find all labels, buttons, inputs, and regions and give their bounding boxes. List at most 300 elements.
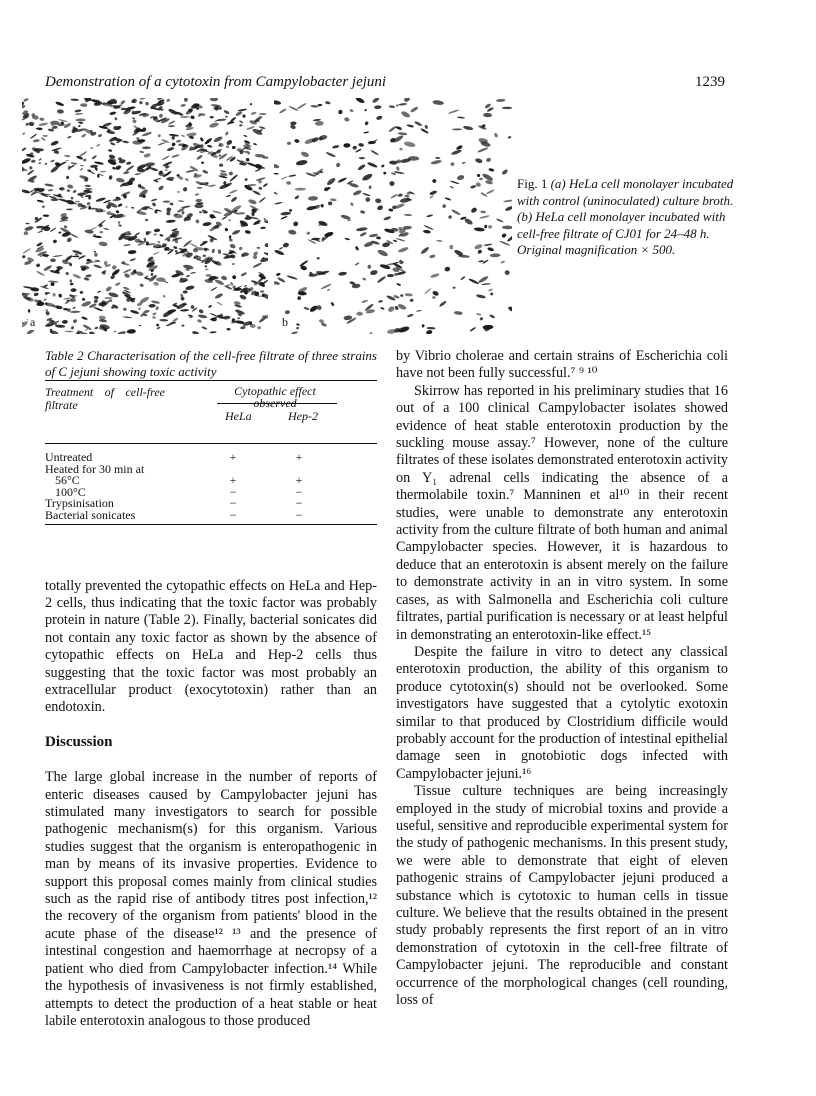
cell-speckle xyxy=(204,137,213,145)
cell-speckle xyxy=(85,185,91,187)
cell-speckle xyxy=(29,166,33,170)
cell-speckle xyxy=(262,183,268,188)
cell-speckle xyxy=(198,309,204,314)
cell-speckle xyxy=(195,199,202,203)
cell-speckle xyxy=(291,331,298,334)
cell-speckle xyxy=(145,219,148,222)
cell-speckle xyxy=(134,173,141,176)
cell-speckle xyxy=(70,288,76,292)
cell-speckle xyxy=(239,120,244,123)
cell-speckle xyxy=(117,203,122,207)
cell-speckle xyxy=(205,274,211,277)
cell-speckle xyxy=(66,237,73,243)
cell-speckle xyxy=(120,100,126,105)
cell-speckle xyxy=(274,173,279,175)
cell-speckle xyxy=(66,176,69,180)
cell-speckle xyxy=(115,282,121,287)
cell-speckle xyxy=(148,304,155,308)
cell-speckle xyxy=(81,297,85,301)
cell-speckle xyxy=(253,255,258,260)
cell-speckle xyxy=(93,299,98,304)
cell-speckle xyxy=(91,155,97,160)
cell-speckle xyxy=(205,265,208,268)
cell-speckle xyxy=(22,255,25,258)
cell-speckle xyxy=(50,140,59,146)
cell-speckle xyxy=(235,111,243,117)
cell-speckle xyxy=(362,193,371,197)
cell-speckle xyxy=(201,326,207,330)
cell-speckle xyxy=(173,213,183,218)
hela-result: − xyxy=(229,507,237,522)
cell-speckle xyxy=(229,171,233,175)
cell-speckle xyxy=(63,122,71,129)
cell-speckle xyxy=(156,326,160,330)
table-header xyxy=(45,381,377,444)
cell-speckle xyxy=(377,249,389,258)
cell-speckle xyxy=(38,158,42,161)
cell-speckle xyxy=(496,99,506,102)
cell-speckle xyxy=(77,203,83,208)
cell-speckle xyxy=(100,171,107,173)
cell-speckle xyxy=(364,109,367,112)
header-rule xyxy=(217,403,337,404)
cell-speckle xyxy=(260,290,264,292)
cell-speckle xyxy=(396,283,401,287)
cell-speckle xyxy=(221,275,228,281)
cell-speckle xyxy=(318,220,328,227)
cell-speckle xyxy=(44,162,48,165)
cell-speckle xyxy=(469,327,476,333)
cell-speckle xyxy=(178,200,184,203)
cell-speckle xyxy=(420,246,430,255)
cell-speckle xyxy=(151,273,154,276)
cell-speckle xyxy=(242,114,245,118)
cell-speckle xyxy=(470,207,478,214)
cell-speckle xyxy=(72,273,81,279)
cell-speckle xyxy=(505,205,512,212)
cell-speckle xyxy=(253,190,261,196)
cell-speckle xyxy=(120,262,129,266)
cell-speckle xyxy=(252,262,262,269)
cell-speckle xyxy=(110,142,116,146)
cell-speckle xyxy=(65,271,69,275)
cell-speckle xyxy=(85,328,88,331)
cell-speckle xyxy=(22,248,31,255)
cell-speckle xyxy=(463,125,474,130)
cell-speckle xyxy=(501,168,509,175)
cell-speckle xyxy=(489,314,495,319)
cell-speckle xyxy=(48,280,59,283)
cell-speckle xyxy=(89,331,95,334)
cell-speckle xyxy=(229,238,233,242)
cell-speckle xyxy=(389,181,395,186)
cell-speckle xyxy=(224,227,228,231)
cell-speckle xyxy=(142,131,153,137)
cell-speckle xyxy=(103,227,109,230)
cell-speckle xyxy=(199,137,204,142)
cell-speckle xyxy=(183,290,188,293)
cell-speckle xyxy=(211,248,215,253)
cell-speckle xyxy=(370,149,379,155)
cell-speckle xyxy=(181,324,184,326)
cell-speckle xyxy=(230,282,234,287)
cell-speckle xyxy=(171,154,180,158)
cell-speckle xyxy=(347,219,351,221)
cell-speckle xyxy=(481,283,491,285)
cell-speckle xyxy=(190,243,198,248)
cell-speckle xyxy=(226,139,233,146)
cell-speckle xyxy=(328,201,333,206)
cell-speckle xyxy=(108,292,119,299)
cell-speckle xyxy=(280,215,288,219)
cell-speckle xyxy=(344,117,350,122)
cell-speckle xyxy=(486,189,495,195)
cell-speckle xyxy=(396,238,406,242)
cell-speckle xyxy=(127,329,136,334)
cell-speckle xyxy=(320,203,324,207)
cell-speckle xyxy=(55,324,65,328)
cell-speckle xyxy=(258,186,263,190)
cell-speckle xyxy=(490,293,493,296)
cell-speckle xyxy=(74,109,81,113)
cell-speckle xyxy=(98,241,108,247)
cell-speckle xyxy=(229,243,236,249)
cell-speckle xyxy=(457,116,465,118)
cell-speckle xyxy=(414,120,423,126)
cell-speckle xyxy=(451,149,462,156)
cell-speckle xyxy=(81,133,87,138)
cell-speckle xyxy=(354,262,359,266)
cell-speckle xyxy=(123,307,128,311)
cell-speckle xyxy=(260,227,266,230)
panel-b-label: b xyxy=(282,315,288,329)
cell-speckle xyxy=(80,168,84,172)
cell-speckle xyxy=(344,237,350,240)
cell-speckle xyxy=(306,231,311,235)
cell-speckle xyxy=(226,328,230,331)
cell-speckle xyxy=(223,315,231,320)
cell-speckle xyxy=(42,205,45,208)
cell-speckle xyxy=(404,141,416,148)
cell-speckle xyxy=(212,210,222,214)
cell-speckle xyxy=(426,329,433,334)
running-title: Demonstration of a cytotoxin from Campylobacter jejuni xyxy=(45,74,387,90)
cell-speckle xyxy=(167,146,175,151)
cell-speckle xyxy=(210,331,217,333)
figure-caption xyxy=(517,176,749,259)
cell-speckle xyxy=(152,312,157,316)
cell-speckle xyxy=(237,317,240,320)
cell-speckle xyxy=(85,274,92,278)
cell-speckle xyxy=(335,162,340,168)
cell-speckle xyxy=(111,265,117,270)
row-label: Bacterial sonicates xyxy=(45,507,136,522)
cell-speckle xyxy=(173,246,178,250)
cell-speckle xyxy=(139,283,144,287)
cell-speckle xyxy=(296,102,307,110)
cell-speckle xyxy=(357,163,366,171)
cell-speckle xyxy=(308,196,318,201)
table-body xyxy=(45,444,377,524)
cell-speckle xyxy=(64,155,71,158)
cell-speckle xyxy=(479,317,483,321)
cell-speckle xyxy=(180,116,190,118)
cell-speckle xyxy=(356,312,363,316)
cell-speckle xyxy=(403,98,411,103)
cell-speckle xyxy=(311,238,321,241)
cell-speckle xyxy=(362,277,366,281)
cell-speckle xyxy=(52,293,55,297)
cell-speckle xyxy=(276,272,281,276)
cell-speckle xyxy=(484,243,493,246)
cell-speckle xyxy=(64,254,73,262)
cell-speckle xyxy=(98,134,103,138)
cell-speckle xyxy=(165,169,168,171)
cell-speckle xyxy=(257,326,261,329)
cell-speckle xyxy=(462,162,466,164)
cell-speckle xyxy=(253,143,257,146)
cell-speckle xyxy=(37,230,43,233)
cell-speckle xyxy=(355,98,365,104)
cell-speckle xyxy=(158,185,165,191)
cell-speckle xyxy=(71,326,75,330)
cell-speckle xyxy=(248,199,257,206)
header-treatment: Treatment of cell-free filtrate xyxy=(45,385,165,412)
cell-speckle xyxy=(398,259,403,265)
cell-speckle xyxy=(171,142,176,147)
cell-speckle xyxy=(475,182,481,188)
row-label: Untreated xyxy=(45,450,93,464)
cell-speckle xyxy=(397,303,407,311)
cell-speckle xyxy=(122,140,129,144)
cell-speckle xyxy=(355,246,360,251)
cell-speckle xyxy=(423,230,431,234)
cell-speckle xyxy=(250,111,256,115)
right-paragraph-1: by Vibrio cholerae and certain strains of Escherichia coli have not been fully successful.⁷ ⁹ ¹⁰ xyxy=(396,348,728,382)
cell-speckle xyxy=(210,116,214,118)
cell-speckle xyxy=(75,201,80,203)
cell-speckle xyxy=(132,117,135,120)
cell-speckle xyxy=(209,184,216,187)
cell-speckle xyxy=(474,243,483,250)
cell-speckle xyxy=(57,109,64,114)
cell-speckle xyxy=(239,124,243,127)
cell-speckle xyxy=(69,233,78,238)
cell-speckle xyxy=(214,292,223,299)
cell-speckle xyxy=(393,239,397,242)
cell-speckle xyxy=(483,113,492,118)
cell-speckle xyxy=(326,177,337,187)
cell-speckle xyxy=(365,197,370,202)
cell-speckle xyxy=(192,331,199,334)
cell-speckle xyxy=(360,210,365,214)
cell-speckle xyxy=(151,198,158,201)
cell-speckle xyxy=(96,144,100,148)
cell-speckle xyxy=(246,158,250,162)
cell-speckle xyxy=(496,218,504,223)
right-paragraph-4: Tissue culture techniques are being increasingly employed in the study of microbial toxins and provide a useful, sensitive and reproducible experimental system for the study of pathogenic mechanisms. In this present study, we were able to demonstrate that eight of eleven pathogenic strains of Campylobacter jejuni produced a substance which is cytotoxic to human cells in tissue culture. We believe that the results obtained in the present study probably represents the first report of an in vitro demonstration of cytotoxin in the cell-free filtrate of Campylobacter jejuni. The reproducible and constant occurrence of the morphological changes (cell rounding, loss of xyxy=(396,783,728,1009)
cell-speckle xyxy=(184,178,189,182)
cell-speckle xyxy=(504,270,510,275)
cell-speckle xyxy=(424,124,428,129)
cell-speckle xyxy=(66,208,73,210)
cell-speckle xyxy=(81,316,88,321)
cell-speckle xyxy=(296,323,300,326)
cell-speckle xyxy=(194,204,203,208)
cell-speckle xyxy=(190,305,195,310)
cell-speckle xyxy=(449,245,453,250)
cell-speckle xyxy=(201,161,204,164)
cell-speckle xyxy=(131,207,134,209)
cell-speckle xyxy=(94,253,98,257)
cell-speckle xyxy=(477,275,489,284)
cell-speckle xyxy=(488,288,493,292)
cell-speckle xyxy=(185,285,195,291)
cell-speckle xyxy=(163,200,170,202)
cell-speckle xyxy=(196,154,203,160)
micrograph-b-image xyxy=(274,98,512,334)
cell-speckle xyxy=(50,121,59,125)
cell-speckle xyxy=(139,101,143,105)
cell-speckle xyxy=(210,287,217,292)
cell-speckle xyxy=(352,189,362,196)
cell-speckle xyxy=(255,168,262,172)
left-paragraph-2: The large global increase in the number of reports of enteric diseases caused by Campylobacter jejuni has stimulated many investigators to search for possible pathogenic mechanism(s) for this organism. Various studies suggest that the organism is enteropathogenic in man by means of its invasive properties. Evidence to support this proposal comes mainly from clinical studies such as the rapid rise of antibody titres post infection,¹² the recovery of the organism from patients' blood in the acute phase of the disease¹² ¹³ and the presence of intestinal congestion and haemorrhage at necropsy of a patient who died from Campylobacter infection.¹⁴ While the hypothesis of invasiveness is not firmly established, attempts to detect the production of a heat stable or heat labile enterotoxin analogous to those produced xyxy=(45,769,377,1029)
left-paragraph-1: totally prevented the cytopathic effects on HeLa and Hep-2 cells, thus indicating that the toxic factor was probably protein in nature (Table 2). Finally, bacterial sonicates did not contain any toxic factor as shown by the absence of cytopathic effects on HeLa and Hep-2 cells thus suggesting that the toxic factor was most probably an extracellular product (exocytotoxin) rather than an endotoxin. xyxy=(45,577,377,716)
cell-speckle xyxy=(232,146,236,149)
cell-speckle xyxy=(104,297,112,299)
cell-speckle xyxy=(239,294,247,301)
cell-speckle xyxy=(279,247,283,251)
cell-speckle xyxy=(477,174,481,178)
cell-speckle xyxy=(325,151,336,158)
cell-speckle xyxy=(183,187,188,192)
cell-speckle xyxy=(484,224,488,228)
cell-speckle xyxy=(416,310,422,312)
cell-speckle xyxy=(452,287,455,289)
cell-speckle xyxy=(432,296,436,299)
cell-speckle xyxy=(56,266,63,270)
cell-speckle xyxy=(145,101,149,105)
cell-speckle xyxy=(295,159,307,166)
cell-speckle xyxy=(442,204,447,209)
cell-speckle xyxy=(70,283,74,286)
cell-speckle xyxy=(404,293,413,297)
row-label: Heated for 30 min at xyxy=(45,461,145,476)
cell-speckle xyxy=(456,174,464,181)
cell-speckle xyxy=(140,98,146,100)
cell-speckle xyxy=(387,305,395,313)
cell-speckle xyxy=(183,98,188,102)
figure-1 xyxy=(22,98,512,334)
cell-speckle xyxy=(94,326,98,330)
cell-speckle xyxy=(451,209,461,216)
cell-speckle xyxy=(143,309,150,314)
hela-result: + xyxy=(229,450,237,464)
cell-speckle xyxy=(108,149,113,152)
cell-speckle xyxy=(454,311,463,316)
cell-speckle xyxy=(352,146,356,150)
cell-speckle xyxy=(93,306,103,311)
cell-speckle xyxy=(390,193,398,199)
cell-speckle xyxy=(296,327,299,330)
cell-speckle xyxy=(70,162,77,165)
cell-speckle xyxy=(67,136,72,139)
cell-speckle xyxy=(396,166,400,171)
cell-speckle xyxy=(364,121,369,126)
cell-speckle xyxy=(279,108,287,114)
cell-speckle xyxy=(181,134,185,137)
cell-speckle xyxy=(237,212,245,215)
cell-speckle xyxy=(33,292,39,296)
cell-speckle xyxy=(300,151,310,159)
cell-speckle xyxy=(374,105,382,109)
table-row xyxy=(45,461,377,476)
cell-speckle xyxy=(143,238,146,243)
cell-speckle xyxy=(139,151,144,153)
cell-speckle xyxy=(243,135,247,138)
cell-speckle xyxy=(286,275,298,280)
table-row xyxy=(45,507,377,522)
cell-speckle xyxy=(274,163,280,169)
cell-speckle xyxy=(199,211,202,213)
cell-speckle xyxy=(50,227,57,232)
cell-speckle xyxy=(43,298,47,301)
cell-speckle xyxy=(477,147,489,154)
cell-speckle xyxy=(202,222,211,227)
cell-speckle xyxy=(359,231,367,237)
cell-speckle xyxy=(488,168,495,172)
cell-speckle xyxy=(151,300,161,304)
cell-speckle xyxy=(338,271,347,276)
cell-speckle xyxy=(396,104,399,106)
cell-speckle xyxy=(288,174,296,177)
cell-speckle xyxy=(439,300,447,307)
cell-speckle xyxy=(202,254,206,257)
cell-speckle xyxy=(383,172,386,175)
cell-speckle xyxy=(122,316,132,318)
cell-speckle xyxy=(264,242,268,248)
cell-speckle xyxy=(176,139,182,143)
cell-speckle xyxy=(114,117,118,121)
cell-speckle xyxy=(177,191,180,192)
cell-speckle xyxy=(123,268,132,273)
cell-speckle xyxy=(205,269,209,271)
cell-speckle xyxy=(115,210,119,214)
cell-speckle xyxy=(229,189,238,194)
cell-speckle xyxy=(400,294,403,297)
header-hep2: Hep-2 xyxy=(288,409,318,423)
cell-speckle xyxy=(327,289,330,291)
cell-speckle xyxy=(488,225,492,229)
cell-speckle xyxy=(370,269,378,275)
cell-speckle xyxy=(239,246,243,250)
cell-speckle xyxy=(338,109,343,114)
cell-speckle xyxy=(288,229,297,235)
cell-speckle xyxy=(263,218,267,221)
cell-speckle xyxy=(58,231,61,234)
cell-speckle xyxy=(159,319,168,322)
cell-speckle xyxy=(448,109,460,114)
cell-speckle xyxy=(292,221,299,227)
cell-speckle xyxy=(380,307,385,310)
cell-speckle xyxy=(66,160,69,162)
cell-speckle xyxy=(405,195,410,198)
cell-speckle xyxy=(232,275,237,280)
cell-speckle xyxy=(449,185,454,188)
cell-speckle xyxy=(36,270,45,276)
cell-speckle xyxy=(209,122,220,129)
